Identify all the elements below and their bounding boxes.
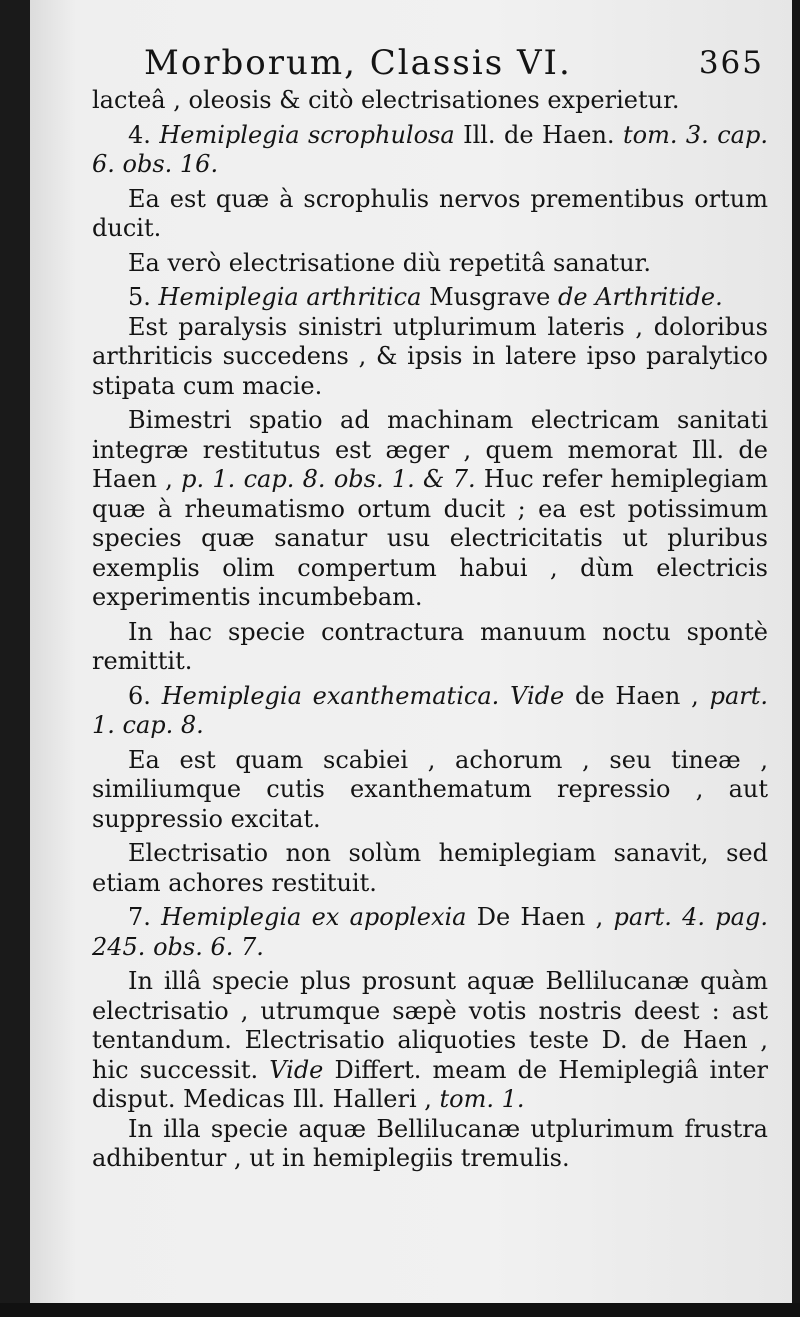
paragraph-5b-text-1: Bimestri spatio ad machinam electricam sanitati integræ restitutus est æger , quem memorat Ill. de Haen , [92, 406, 768, 493]
section-5-title: Hemiplegia arthritica [158, 283, 422, 311]
section-4-title: Hemiplegia scrophulosa [159, 120, 455, 149]
paragraph-6a: Ea est quam scabiei , achorum , seu tineæ , similiumque cutis exanthematum repressio , aut suppressio excitat. [92, 745, 768, 833]
paragraph-7a-citation: tom. 1. [439, 1085, 525, 1113]
section-7-reference: De Haen , [476, 903, 604, 931]
section-5-number: 5. [128, 283, 151, 311]
section-5-citation: de Arthritide. [557, 283, 723, 311]
section-5-reference: Musgrave [429, 283, 551, 311]
paragraph-7a-vide: Vide [269, 1055, 324, 1084]
running-title: Morborum, Classis VI. [144, 43, 572, 83]
section-4-reference: Ill. de Haen. [463, 120, 615, 149]
running-header [92, 40, 768, 86]
book-page [30, 0, 800, 1317]
section-7-number: 7. [128, 903, 151, 931]
section-6-number: 6. [128, 681, 151, 710]
section-6-heading [92, 682, 768, 741]
paragraph-5a: Est paralysis sinistri utplurimum lateris , doloribus arthriticis succedens , & ipsis in latere ipso paralytico stipata cum macie. [92, 312, 768, 400]
page-number: 365 [698, 45, 764, 81]
paragraph-4b: Ea verò electrisatione diù repetitâ sanatur. [128, 248, 651, 277]
paragraph-5b [92, 406, 768, 613]
paragraph-7b: In illa specie aquæ Bellilucanæ utplurimum frustra adhibentur , ut in hemiplegiis tremulis. [92, 1114, 768, 1172]
paragraph-7a-text-1: In illâ specie plus prosunt aquæ Bellilucanæ quàm electrisatio , utrumque sæpè votis nostris deest : ast tentandum. Electrisatio aliquoties teste D. de Haen , hic successit. [92, 967, 768, 1084]
section-4-number: 4. [128, 120, 151, 149]
paragraph-4a: Ea est quæ à scrophulis nervos prementibus ortum ducit. [92, 184, 768, 242]
page-edge-shadow [792, 0, 800, 1317]
section-4-citation: tom. 3. cap. 6. obs. 16. [92, 120, 768, 178]
paragraph-5b-text-2: Huc refer hemiplegiam quæ à rheumatismo ortum ducit ; ea est potissimum species quæ sanatur usu electricitatis ut pluribus exemplis olim compertum habui , dùm electricis experimentis incumbebam. [92, 465, 768, 611]
section-6-title: Hemiplegia exanthematica. [161, 681, 500, 710]
section-5-heading [92, 283, 768, 313]
section-6-vide: Vide [510, 681, 565, 710]
paragraph-5c: In hac specie contractura manuum noctu spontè remittit. [92, 617, 768, 675]
section-6-reference: de Haen , [575, 681, 699, 710]
section-6-citation: part. 1. cap. 8. [92, 681, 768, 739]
continuation-text: lacteâ , oleosis & citò electrisationes experietur. [92, 86, 680, 114]
section-7-title: Hemiplegia ex apoplexia [161, 903, 467, 931]
paragraph-6b: Electrisatio non solùm hemiplegiam sanavit, sed etiam achores restituit. [92, 839, 768, 897]
paragraph-7a-text-2: Differt. meam de Hemiplegiâ inter disput. Medicas Ill. Halleri , [92, 1055, 769, 1113]
continuation-line [92, 86, 768, 116]
section-4-heading [92, 121, 768, 180]
section-7-citation: part. 4. pag. 245. obs. 6. 7. [92, 903, 768, 961]
page-text [92, 40, 768, 1174]
paragraph-7a [92, 967, 768, 1115]
paragraph-5b-citation: p. 1. cap. 8. obs. 1. & 7. [181, 465, 476, 493]
section-7-heading [92, 903, 768, 962]
scan-border [0, 1303, 800, 1317]
